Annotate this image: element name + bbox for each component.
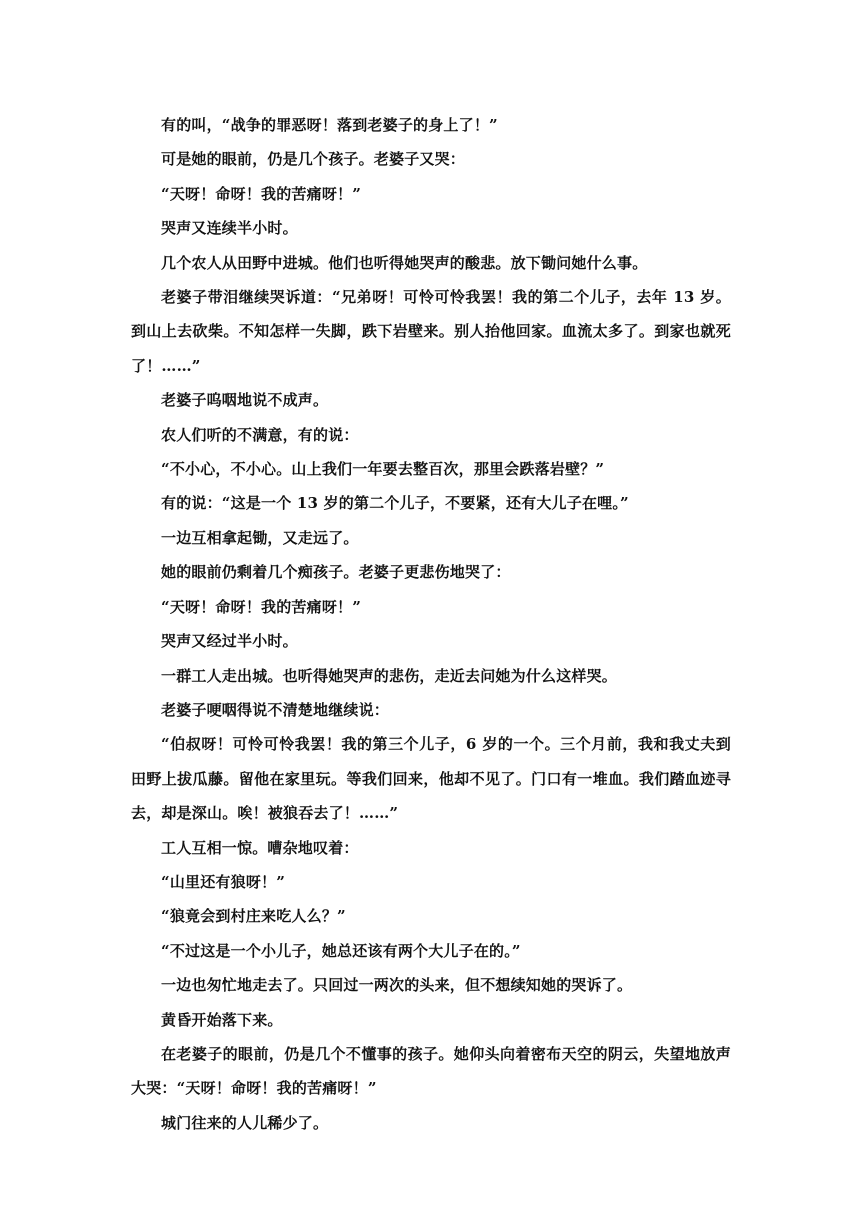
paragraph: “不过这是一个小儿子，她总还该有两个大儿子在的。” [161,941,521,960]
paragraph: 农人们听的不满意，有的说： [161,425,359,444]
paragraph: 有的说：“这是一个 13 岁的第二个儿子，不要紧，还有大儿子在哩。” [161,494,629,513]
paragraph: “伯叔呀！可怜可怜我罢！我的第三个儿子，6 岁的一个。三个月前，我和我丈夫到田野上拔瓜藤。留他在家里玩。等我们回来，他却不见了。门口有一堆血。我们踏血迹寻去，却是深山。唉！被狼吞去了！……” [131,735,731,823]
paragraph: 一边互相拿起锄，又走远了。 [161,528,359,547]
paragraph: 老婆子哽咽得说不清楚地继续说： [161,700,390,719]
paragraph: 一群工人走出城。也听得她哭声的悲伤，走近去问她为什么这样哭。 [161,666,618,685]
paragraph: 她的眼前仍剩着几个痴孩子。老婆子更悲伤地哭了： [161,563,511,582]
paragraph: 在老婆子的眼前，仍是几个不懂事的孩子。她仰头向着密布天空的阴云，失望地放声大哭：“天呀！命呀！我的苦痛呀！” [131,1044,731,1098]
paragraph: 工人互相一惊。嘈杂地叹着： [161,838,359,857]
paragraph: 哭声又经过半小时。 [161,632,298,651]
paragraph: 黄昏开始落下来。 [161,1010,283,1029]
paragraph: 有的叫，“战争的罪恶呀！落到老婆子的身上了！” [161,116,498,134]
paragraph: 老婆子带泪继续哭诉道：“兄弟呀！可怜可怜我罢！我的第二个儿子，去年 13 岁。到山上去砍柴。不知怎样一失脚，跌下岩壁来。别人抬他回家。血流太多了。到家也就死了！……” [131,288,731,375]
paragraph: “天呀！命呀！我的苦痛呀！” [161,597,362,616]
paragraph: “狼竟会到村庄来吃人么？” [161,907,346,926]
paragraph: “山里还有狼呀！” [161,872,286,891]
paragraph: “天呀！命呀！我的苦痛呀！” [161,184,362,203]
story-text [131,108,731,1140]
paragraph: 几个农人从田野中进城。他们也听得她哭声的酸悲。放下锄问她什么事。 [161,253,648,272]
paragraph: 哭声又连续半小时。 [161,219,298,238]
paragraph: “不小心，不小心。山上我们一年要去整百次，那里会跌落岩壁？” [161,460,605,479]
paragraph: 一边也匆忙地走去了。只回过一两次的头来，但不想续知她的哭诉了。 [161,976,633,995]
paragraph: 老婆子呜咽地说不成声。 [161,391,329,410]
paragraph: 城门往来的人儿稀少了。 [161,1113,329,1132]
paragraph: 可是她的眼前，仍是几个孩子。老婆子又哭： [161,150,466,169]
